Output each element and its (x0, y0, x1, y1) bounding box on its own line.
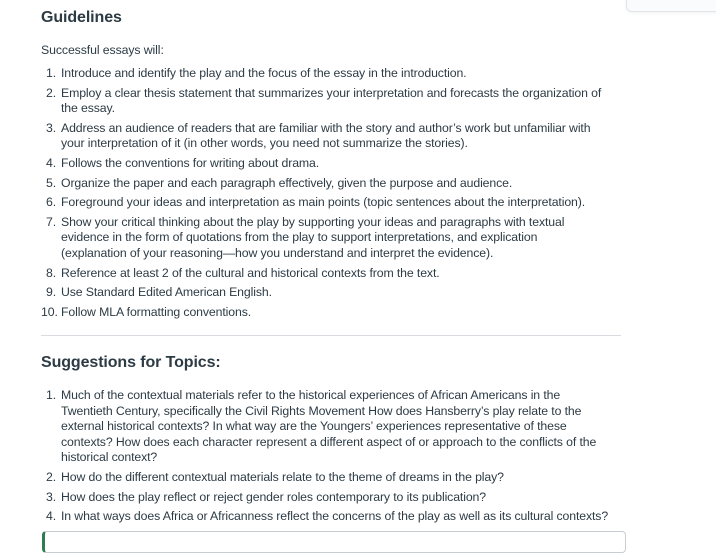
list-item (41, 266, 626, 282)
list-item (41, 388, 626, 466)
list-item (41, 121, 626, 152)
item-text-line: In what ways does Africa or Africanness reflect the concerns of the play as well as its cultural contexts? (61, 509, 609, 524)
item-number: 2. (45, 469, 56, 484)
list-item (41, 66, 626, 82)
list-item (41, 490, 626, 506)
list-item (41, 86, 626, 117)
item-text-line: the essay. (61, 101, 115, 116)
item-text-line: How does the play reflect or reject gender roles contemporary to its publication? (61, 489, 486, 504)
item-text-line: historical context? (61, 450, 158, 465)
section-divider (41, 335, 621, 336)
item-number: 2. (45, 85, 56, 100)
item-text-line: Introduce and identify the play and the focus of the essay in the introduction. (61, 66, 467, 80)
item-number: 8. (45, 265, 56, 280)
item-number: 10. (41, 304, 58, 319)
list-item (41, 470, 626, 486)
list-item (41, 509, 626, 525)
item-text-line: Follows the conventions for writing about drama. (61, 155, 320, 170)
item-number: 4. (45, 509, 56, 524)
item-number: 9. (45, 285, 56, 300)
item-text-line: Show your critical thinking about the play by supporting your ideas and paragraphs with textual (61, 214, 565, 229)
item-number: 6. (45, 195, 56, 210)
list-item (41, 305, 626, 321)
item-text-line: How do the different contextual materials relate to the theme of dreams in the play? (61, 469, 504, 484)
item-number: 3. (45, 120, 56, 135)
list-item (41, 285, 626, 301)
item-number: 4. (45, 155, 56, 170)
item-text-line: Much of the contextual materials refer to the historical experiences of African Americans in the (61, 388, 561, 402)
list-item (41, 215, 626, 262)
item-text-line: your interpretation of it (in other words, you need not summarize the stories). (61, 136, 468, 151)
corner-panel (626, 0, 716, 12)
topics-list (41, 388, 626, 529)
item-text-line: evidence in the form of quotations from the play to support interpretations, and explication (61, 230, 538, 245)
list-item (41, 176, 626, 192)
item-number: 7. (45, 214, 56, 229)
item-text-line: Follow MLA formatting conventions. (61, 304, 252, 319)
guidelines-list (41, 66, 626, 324)
list-item (41, 195, 626, 211)
topics-heading: Suggestions for Topics: (41, 354, 221, 371)
next-content-box (42, 531, 626, 553)
item-text-line: external historical contexts? In what way are the Youngers’ experiences representative of these (61, 419, 567, 434)
item-number: 1. (45, 388, 56, 402)
item-text-line: Organize the paper and each paragraph effectively, given the purpose and audience. (61, 175, 513, 190)
item-number: 1. (45, 66, 56, 80)
item-number: 3. (45, 489, 56, 504)
item-text-line: (explanation of your reasoning—how you understand and interpret the evidence). (61, 245, 494, 260)
item-text-line: Twentieth Century, specifically the Civil Rights Movement How does Hansberry’s play relate to the (61, 403, 582, 418)
guidelines-intro: Successful essays will: (41, 43, 164, 57)
item-text-line: contexts? How does each character represent a different aspect of or approach to the conflicts of the (61, 434, 597, 449)
list-item (41, 156, 626, 172)
item-text-line: Address an audience of readers that are familiar with the story and author’s work but unfamiliar with (61, 120, 591, 135)
item-number: 5. (45, 175, 56, 190)
item-text-line: Use Standard Edited American English. (61, 285, 272, 300)
item-text-line: Foreground your ideas and interpretation as main points (topic sentences about the interpretation). (61, 195, 586, 210)
guidelines-heading: Guidelines (41, 9, 122, 26)
item-text-line: Employ a clear thesis statement that summarizes your interpretation and forecasts the organization of (61, 85, 602, 100)
item-text-line: Reference at least 2 of the cultural and historical contexts from the text. (61, 265, 440, 280)
